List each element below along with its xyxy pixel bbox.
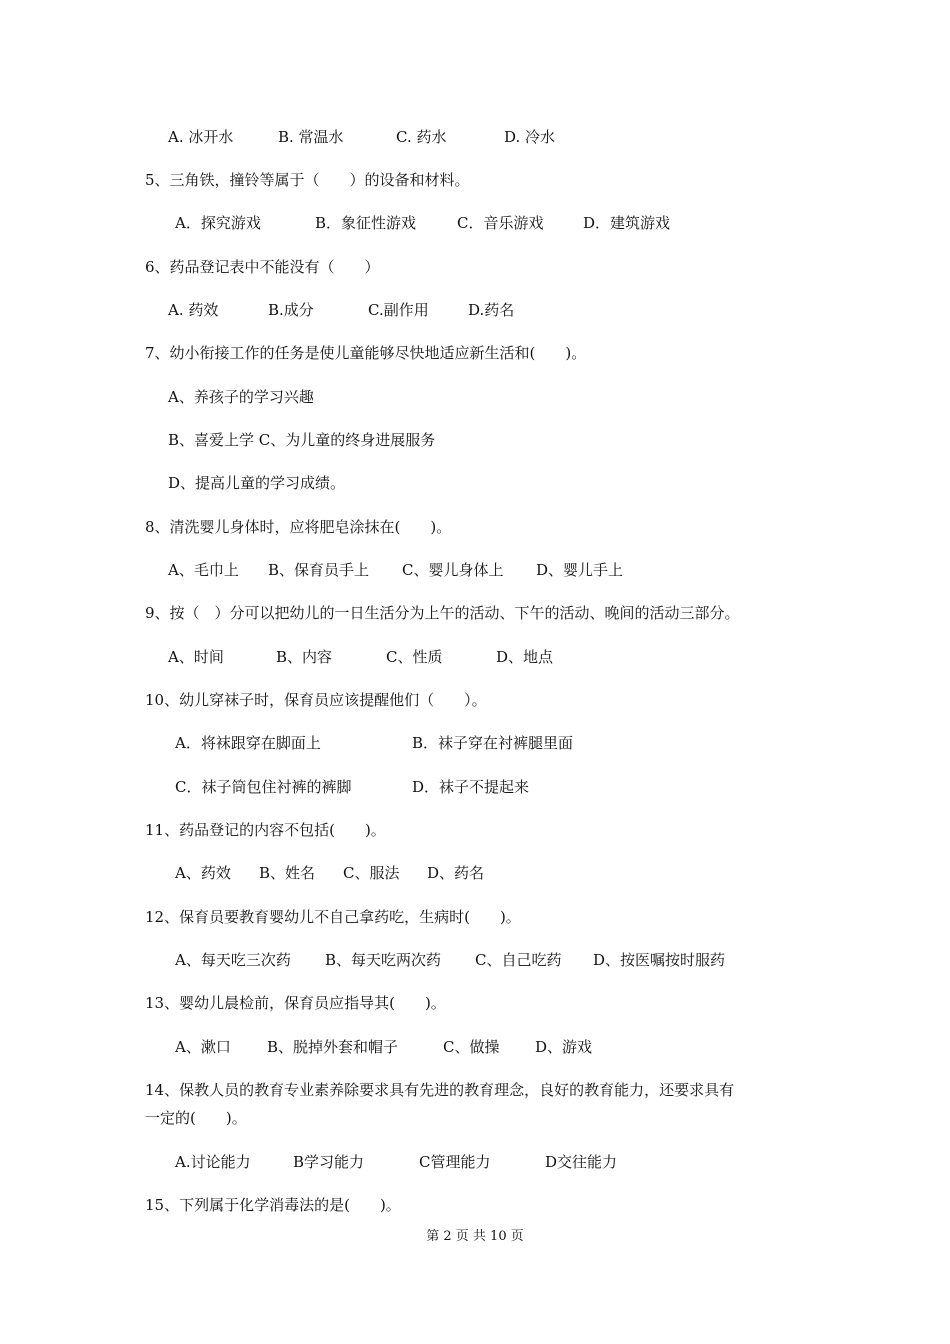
q4-options — [168, 126, 555, 148]
q6-question: 6、药品登记表中不能没有（ ） — [145, 258, 380, 276]
q14-question-line-2: 一定的( )。 — [145, 1109, 247, 1127]
q7-question: 7、幼小衔接工作的任务是使儿童能够尽快地适应新生活和( )。 — [145, 344, 587, 362]
q6-option-d: D.药名 — [468, 301, 515, 319]
q6-options — [168, 299, 514, 321]
q13-options — [175, 1036, 592, 1058]
q11-option-b: B、姓名 — [259, 864, 316, 882]
q5-option-b: B．象征性游戏 — [315, 214, 417, 232]
q10-option-d: D．袜子不提起来 — [412, 778, 530, 796]
q12-option-c: C、自己吃药 — [475, 951, 562, 969]
q5-question: 5、三角铁，撞铃等属于（ ）的设备和材料。 — [145, 171, 470, 189]
q5-options — [175, 212, 670, 234]
q13-question: 13、婴幼儿晨检前，保育员应指导其( )。 — [145, 994, 446, 1012]
q14-option-b: B学习能力 — [293, 1153, 365, 1171]
q13-option-b: B、脱掉外套和帽子 — [267, 1038, 399, 1056]
q10-option-a: A．将袜跟穿在脚面上 — [175, 734, 321, 752]
q8-option-b: B、保育员手上 — [268, 561, 370, 579]
q15-question: 15、下列属于化学消毒法的是( )。 — [145, 1196, 401, 1214]
q14-option-a: A.讨论能力 — [175, 1153, 251, 1171]
q9-option-c: C、性质 — [386, 648, 443, 666]
q9-option-a: A、时间 — [168, 648, 224, 666]
q8-question: 8、清洗婴儿身体时，应将肥皂涂抹在( )。 — [145, 518, 452, 536]
q4-option-d: D. 冷水 — [504, 128, 556, 146]
q4-option-c: C. 药水 — [396, 128, 447, 146]
q11-question: 11、药品登记的内容不包括( )。 — [145, 821, 386, 839]
q12-options — [175, 949, 725, 971]
q7-option-line-2: B、喜爱上学 C、为儿童的终身进展服务 — [168, 431, 436, 449]
q9-option-b: B、内容 — [276, 648, 333, 666]
q8-options — [168, 559, 623, 581]
q11-option-a: A、药效 — [175, 864, 231, 882]
page-footer: 第 2 页 共 10 页 — [426, 1229, 524, 1244]
q14-option-d: D交往能力 — [545, 1153, 618, 1171]
q8-option-a: A、毛巾上 — [168, 561, 239, 579]
q4-option-b: B. 常温水 — [278, 128, 344, 146]
q14-question-line-1: 14、保教人员的教育专业素养除要求具有先进的教育理念，良好的教育能力，还要求具有 — [145, 1081, 735, 1099]
q12-option-a: A、每天吃三次药 — [175, 951, 291, 969]
q13-option-c: C、做操 — [443, 1038, 500, 1056]
q12-question: 12、保育员要教育婴幼儿不自己拿药吃，生病时( )。 — [145, 908, 521, 926]
q8-option-c: C、婴儿身体上 — [402, 561, 504, 579]
q9-question: 9、按（ ）分可以把幼儿的一日生活分为上午的活动、下午的活动、晚间的活动三部分。 — [145, 604, 740, 622]
q8-option-d: D、婴儿手上 — [536, 561, 624, 579]
q7-option-line-3: D、提高儿童的学习成绩。 — [168, 474, 346, 492]
q4-option-a: A. 冰开水 — [168, 128, 234, 146]
q9-options — [168, 646, 553, 668]
q6-option-b: B.成分 — [268, 301, 314, 319]
q13-option-d: D、游戏 — [535, 1038, 593, 1056]
q13-option-a: A、漱口 — [175, 1038, 231, 1056]
q9-option-d: D、地点 — [496, 648, 554, 666]
q6-option-a: A. 药效 — [168, 301, 219, 319]
q12-option-d: D、按医嘱按时服药 — [593, 951, 726, 969]
q5-option-a: A．探究游戏 — [175, 214, 261, 232]
q5-option-d: D．建筑游戏 — [583, 214, 671, 232]
q14-option-c: C管理能力 — [419, 1153, 491, 1171]
q11-option-c: C、服法 — [343, 864, 400, 882]
q14-options — [175, 1151, 617, 1173]
q10-question: 10、幼儿穿袜子时，保育员应该提醒他们（ ）。 — [145, 691, 487, 709]
q5-option-c: C．音乐游戏 — [457, 214, 544, 232]
q10-options-row-1 — [175, 732, 573, 754]
q7-option-line-1: A、养孩子的学习兴趣 — [168, 388, 314, 406]
q12-option-b: B、每天吃两次药 — [325, 951, 442, 969]
q10-option-c: C．袜子筒包住衬裤的裤脚 — [175, 778, 352, 796]
q10-option-b: B．袜子穿在衬裤腿里面 — [412, 734, 574, 752]
q11-options — [175, 862, 484, 884]
q10-options-row-2 — [175, 776, 529, 798]
q6-option-c: C.副作用 — [368, 301, 429, 319]
q11-option-d: D、药名 — [427, 864, 485, 882]
